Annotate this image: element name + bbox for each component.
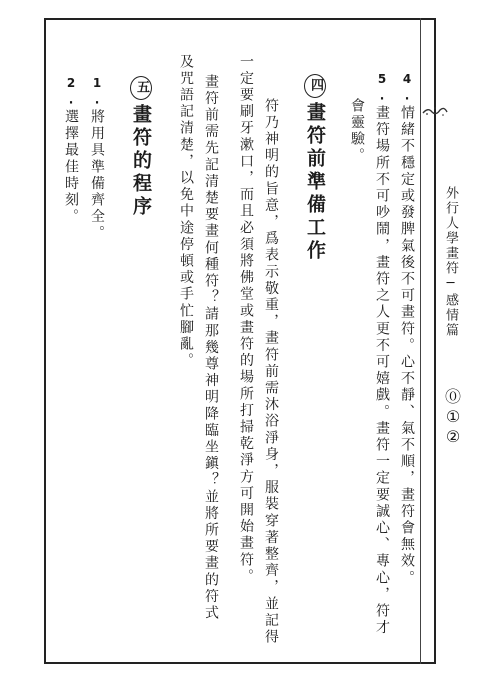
section-4-line-3: 畫符前需先記清楚要畫何種符？請那幾尊神明降臨坐鎭？並將所要畫的符式 <box>203 74 219 622</box>
section-title: 畫符的程序 <box>130 104 152 219</box>
procedure-item-2 <box>64 76 78 225</box>
item-text: 情緒不穩定或發脾氣後不可畫符。心不靜、氣不順，畫符會無效。 <box>399 105 415 587</box>
item-text: 將用具準備齊全。 <box>89 109 105 243</box>
page-mark-0: ⓪ <box>444 387 461 406</box>
header-divider <box>420 18 421 664</box>
item-number: 5. <box>375 72 389 106</box>
procedure-item-1 <box>90 76 104 242</box>
list-item-5 <box>375 72 389 636</box>
list-item-4 <box>400 72 414 587</box>
section-4-heading <box>304 74 326 263</box>
item-number: 4. <box>400 72 414 106</box>
running-title: 外行人學畫符─感情篇 <box>443 186 458 338</box>
section-4-line-2: 一定要刷牙漱口，而且必須將佛堂或畫符的場所打掃乾淨方可開始畫符。 <box>238 54 254 586</box>
section-mark: 四 <box>304 74 326 98</box>
item-text: 選擇最佳時刻。 <box>63 109 79 226</box>
section-4-line-4: 及咒語記清楚，以免中途停頓或手忙腳亂。 <box>178 54 194 370</box>
section-4-line-1: 符乃神明的旨意，爲表示敬重，畫符前需沐浴淨身，服裝穿著整齊，並記得 <box>263 98 279 646</box>
list-item-5-continuation: 會靈驗。 <box>349 98 365 165</box>
page-mark-1: ① <box>445 407 461 426</box>
page-mark-2: ② <box>445 427 461 446</box>
section-title: 畫符前準備工作 <box>304 102 326 263</box>
item-number: 1. <box>90 76 104 110</box>
item-text: 畫符場所不可吵鬧，畫符之人更不可嬉戲。畫符一定要誠心、專心，符才 <box>374 105 390 637</box>
ink-smudge-icon <box>422 104 448 118</box>
section-mark: 五 <box>130 76 152 100</box>
item-number: 2. <box>64 76 78 110</box>
section-5-heading <box>130 76 152 219</box>
